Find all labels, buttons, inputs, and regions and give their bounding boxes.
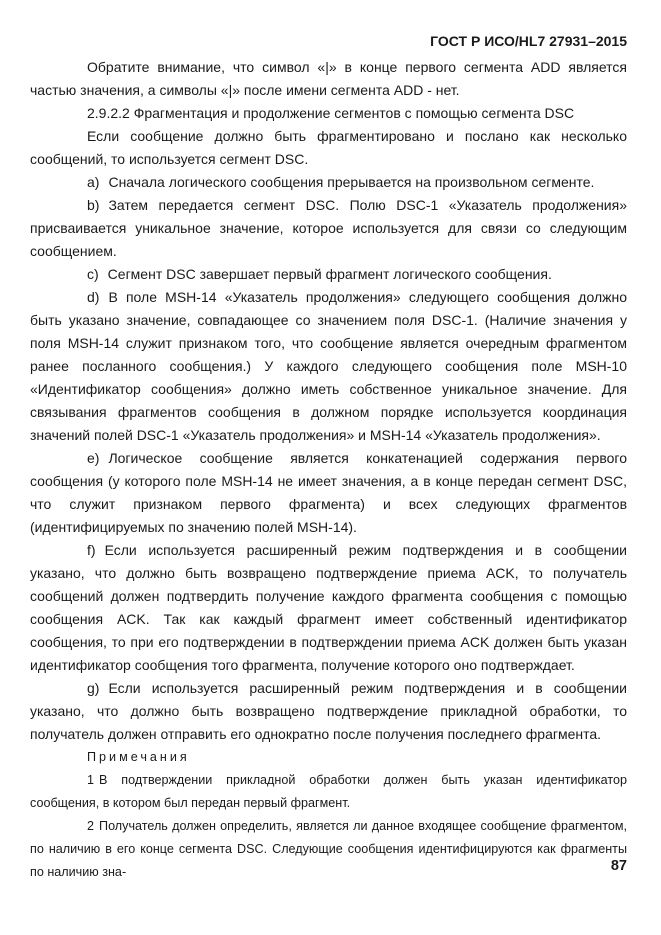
list-item-text: В поле MSH-14 «Указатель продолжения» следующего сообщения должно быть указано значение, совпадающее со значением поля DSC-1. (Наличие значения у поля MSH-14 служит признаком того, что сообщение является очередным фрагментом ранее посланного сообщения.) У каждого следующего сообщения поле MSH-10 «Идентификатор сообщения» должно иметь собственное уникальное значение. Для связывания фрагментов сообщения в должном порядке используется координация значений полей DSC-1 «Указатель продолжения» и MSH-14 «Указатель продолжения». xyxy=(30,289,627,443)
list-item-d xyxy=(30,286,627,447)
list-item-g xyxy=(30,677,627,746)
note-text: Получатель должен определить, является ли данное входящее сообщение фрагментом, по наличию в его конце сегмента DSC. Следующие сообщения идентифицируются как фрагменты по наличию зна- xyxy=(30,819,627,879)
list-item-b xyxy=(30,194,627,263)
list-item-text: Сегмент DSC завершает первый фрагмент логического сообщения. xyxy=(107,266,552,282)
list-item-label: f) xyxy=(87,542,96,558)
note-number: 2 xyxy=(87,819,95,833)
note-text: В подтверждении прикладной обработки должен быть указан идентификатор сообщения, в котором был передан первый фрагмент. xyxy=(30,773,627,810)
list-item-label: a) xyxy=(87,174,100,190)
list-item-f xyxy=(30,539,627,677)
notes-heading: Примечания xyxy=(87,750,190,764)
notes-section xyxy=(30,746,627,884)
list-item-text: Если используется расширенный режим подтверждения и в сообщении указано, что должно быть возвращено подтверждение приема ACK, то получатель сообщений должен подтвердить получение каждого фрагмента сообщения с помощью сообщения ACK. Так как каждый фрагмент имеет собственный идентификатор сообщения, то при его подтверждении в подтверждении приема ACK должен быть указан идентификатор сообщения того фрагмента, получение которого оно подтверждает. xyxy=(30,542,627,673)
note-item xyxy=(30,769,627,815)
intro-paragraph: Обратите внимание, что символ «|» в конце первого сегмента ADD является частью значения, а символы «|» после имени сегмента ADD - нет. xyxy=(30,59,627,98)
list-item-text: Сначала логического сообщения прерывается на произвольном сегменте. xyxy=(108,174,595,190)
list-item-text: Если используется расширенный режим подтверждения и в сообщении указано, что должно быть возвращено подтверждение прикладной обработки, то получатель должен отправить его однократно после получения последнего фрагмента. xyxy=(30,680,627,742)
running-header: ГОСТ Р ИСО/HL7 27931–2015 xyxy=(430,33,627,49)
list-item-label: b) xyxy=(87,197,100,213)
document-body xyxy=(30,56,627,884)
list-item-e xyxy=(30,447,627,539)
list-item-text: Затем передается сегмент DSC. Полю DSC-1 «Указатель продолжения» присваивается уникальное значение, которое используется для связи со следующим сообщением. xyxy=(30,197,627,259)
note-number: 1 xyxy=(87,773,95,787)
list-item-c xyxy=(30,263,627,286)
list-item-a xyxy=(30,171,627,194)
note-item xyxy=(30,815,627,884)
list-item-label: c) xyxy=(87,266,99,282)
page-number: 87 xyxy=(610,858,627,874)
section-heading: 2.9.2.2 Фрагментация и продолжение сегментов с помощью сегмента DSC xyxy=(87,105,575,121)
lead-paragraph: Если сообщение должно быть фрагментировано и послано как несколько сообщений, то используется сегмент DSC. xyxy=(30,128,627,167)
list-item-label: e) xyxy=(87,450,100,466)
list-item-label: d) xyxy=(87,289,100,305)
list-item-label: g) xyxy=(87,680,100,696)
list-item-text: Логическое сообщение является конкатенацией содержания первого сообщения (у которого поле MSH-14 не имеет значения, а в конце передан сегмент DSC, что служит признаком первого фрагмента) и всех следующих фрагментов (идентифицируемых по значению полей MSH-14). xyxy=(30,450,627,535)
